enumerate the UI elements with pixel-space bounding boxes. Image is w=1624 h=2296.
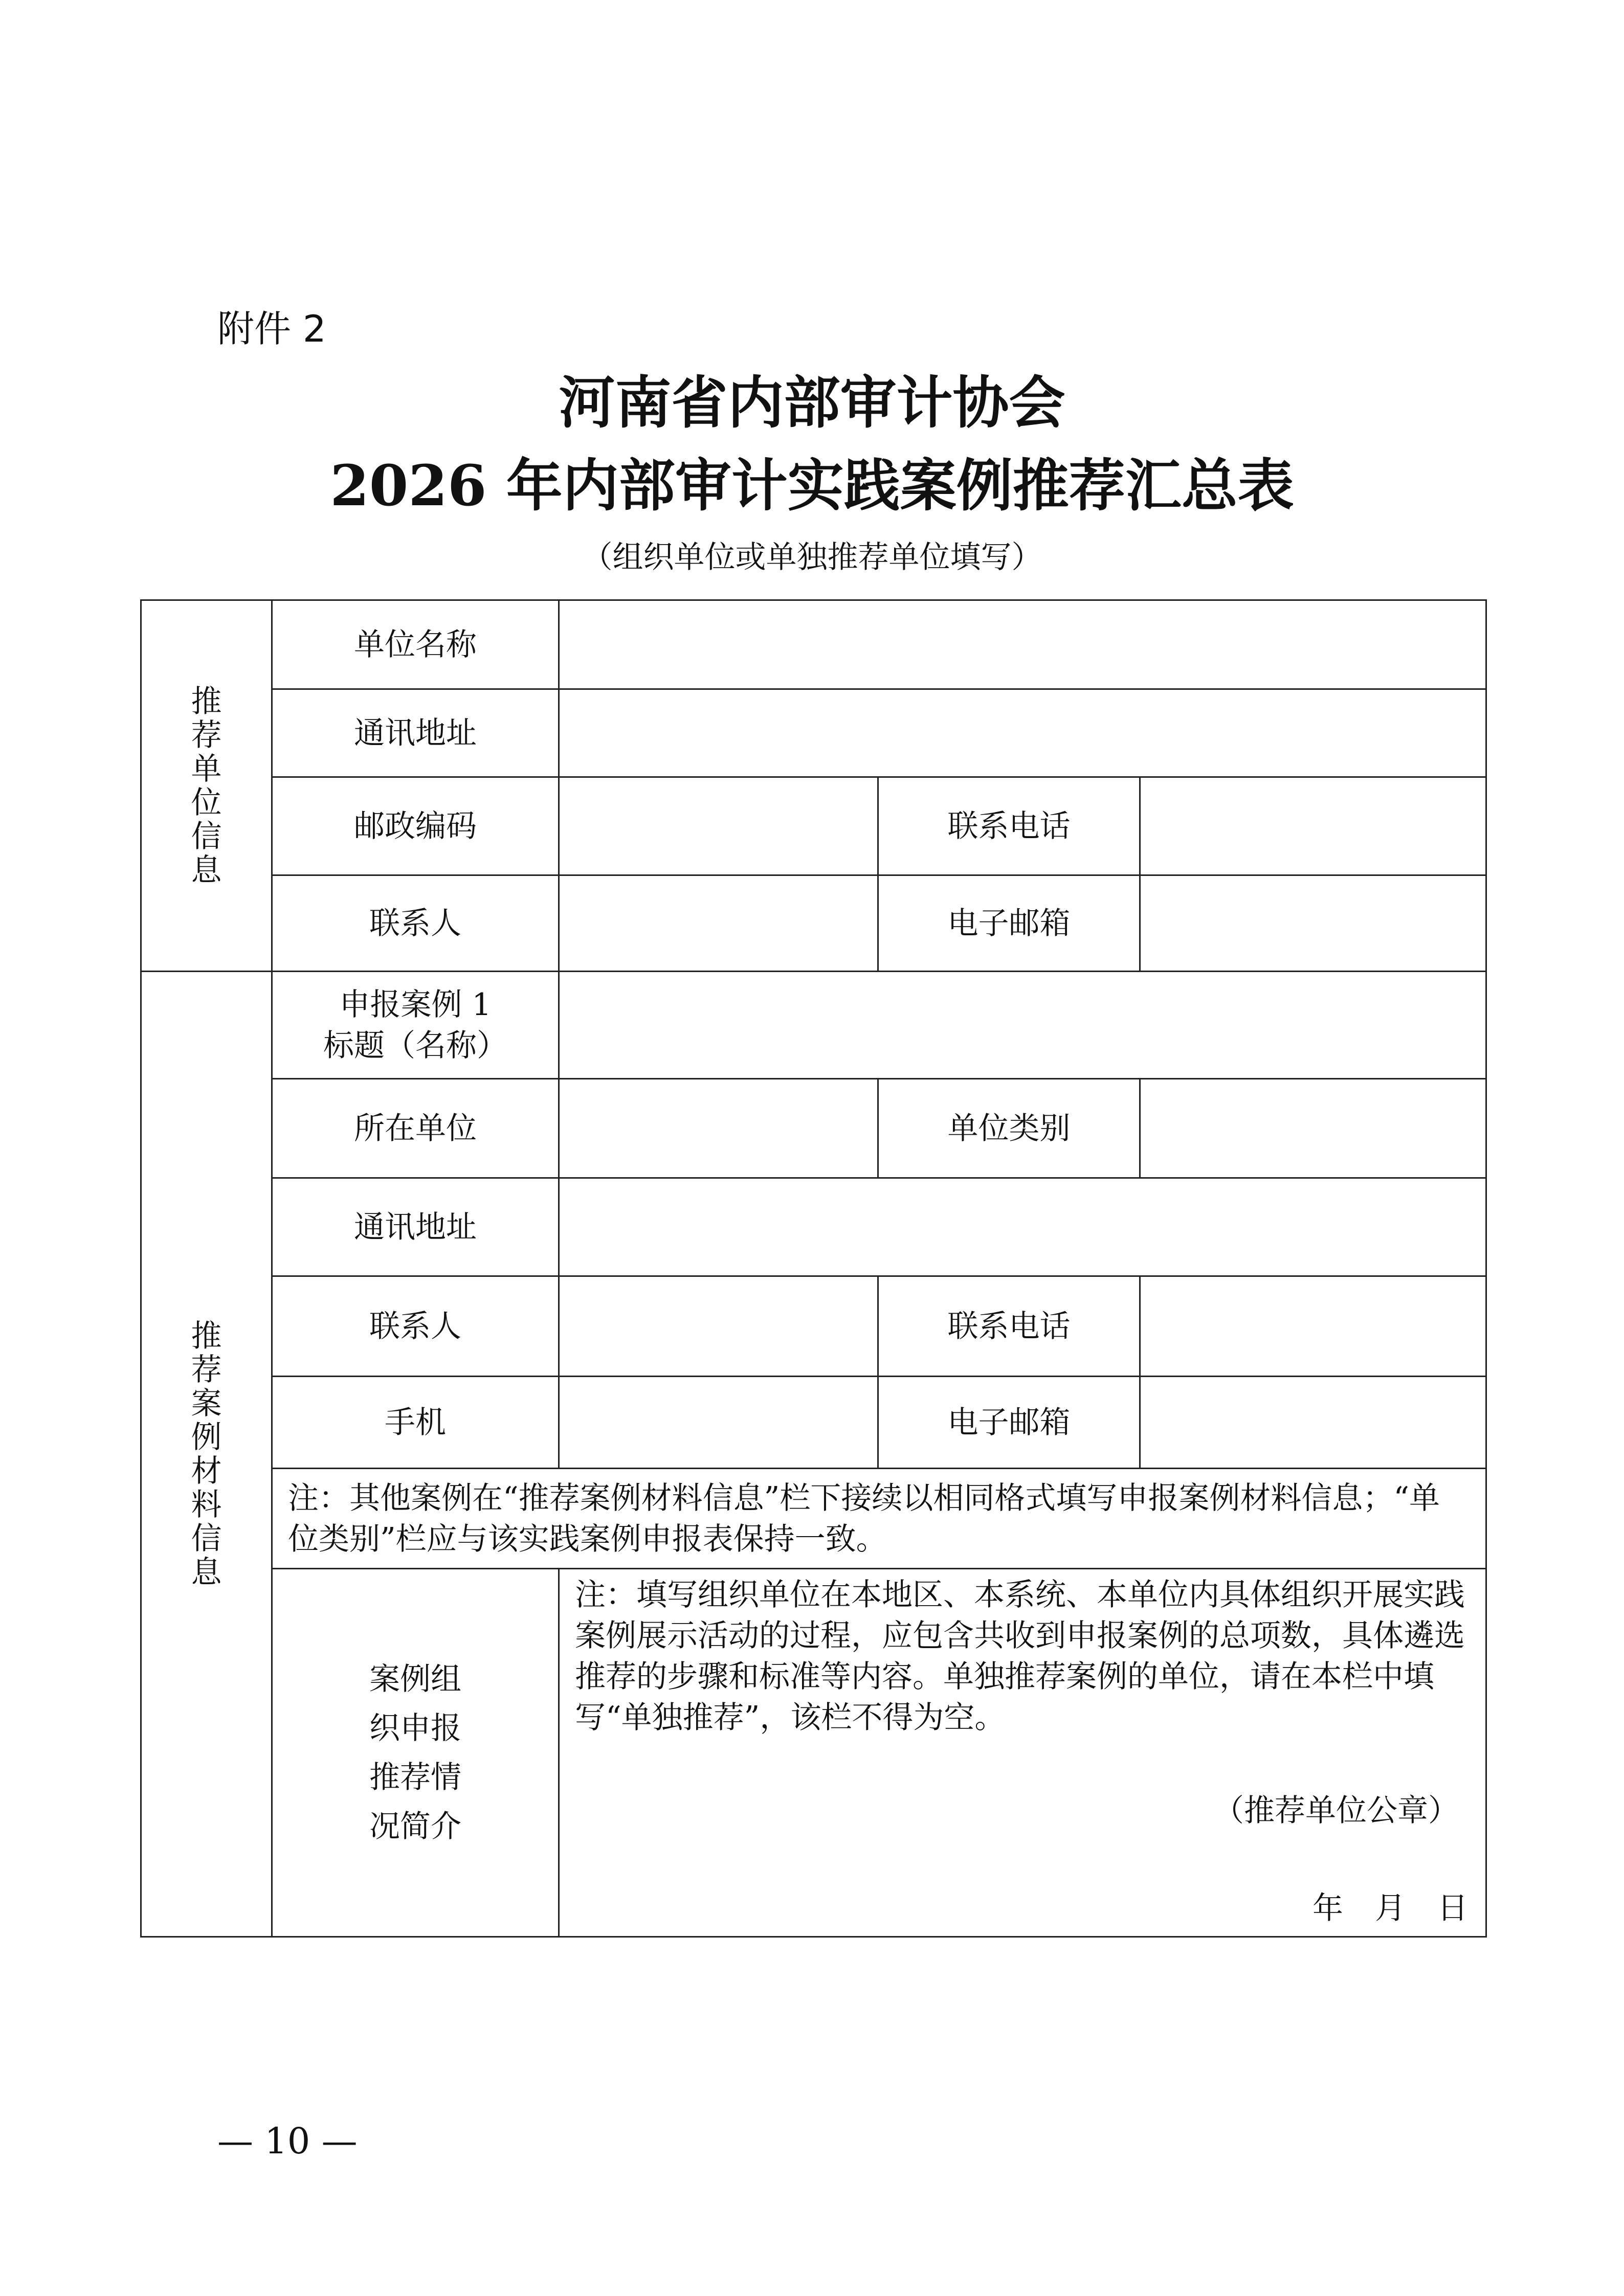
label-char: 荐 [191,1352,222,1388]
row-postal-phone [141,777,1486,875]
label-line: 推荐情 [369,1759,461,1795]
section-label-recommending-unit [141,600,272,972]
unit-seal-label: （推荐单位公章） [1213,1793,1459,1829]
label-line: 案例组 [369,1661,461,1697]
field-case-email[interactable] [1140,1377,1486,1469]
field-contact-person[interactable] [559,875,878,972]
document-title-line2: 2026 年内部审计实践案例推荐汇总表 [330,453,1294,519]
date-line [1312,1888,1468,1929]
field-located-unit[interactable] [559,1079,878,1178]
label-case-contact-person: 联系人 [272,1276,559,1377]
field-unit-category[interactable] [1140,1079,1486,1178]
field-case-contact-person[interactable] [559,1276,878,1377]
case-title-line1: 申报案例 1 [339,986,492,1023]
document-subtitle: （组织单位或单独推荐单位填写） [582,539,1042,575]
label-char: 案 [191,1385,222,1422]
page-number: — 10 — [217,2120,358,2162]
date-day: 日 [1437,1890,1468,1926]
row-unit-name [141,600,1486,689]
field-postal-code[interactable] [559,777,878,875]
row-case-note [141,1469,1486,1569]
field-organization-summary[interactable] [559,1569,1486,1937]
attachment-label: 附件 2 [217,307,326,350]
label-unit-name: 单位名称 [272,600,559,689]
label-char: 荐 [191,717,222,753]
field-case-address[interactable] [559,1178,1486,1276]
label-case-address: 通讯地址 [272,1178,559,1276]
field-case-contact-phone[interactable] [1140,1276,1486,1377]
recommendation-form-table [140,599,1487,1938]
label-char: 推 [191,683,222,719]
field-unit-name[interactable] [559,600,1486,689]
label-postal-code: 邮政编码 [272,777,559,875]
row-unit-category [141,1079,1486,1178]
field-mobile[interactable] [559,1377,878,1469]
label-char: 位 [191,784,222,821]
label-char: 推 [191,1318,222,1354]
label-char: 信 [191,1520,222,1557]
label-char: 息 [191,852,222,888]
field-address[interactable] [559,689,1486,777]
date-month: 月 [1375,1890,1406,1926]
label-contact-phone: 联系电话 [878,777,1140,875]
row-case-contact [141,1276,1486,1377]
document-title-line1: 河南省内部审计协会 [559,370,1065,436]
row-address [141,689,1486,777]
label-mobile: 手机 [272,1377,559,1469]
case-materials-note: 注：其他案例在“推荐案例材料信息”栏下接续以相同格式填写申报案例材料信息；“单位类别”栏应与该实践案例申报表保持一致。 [272,1469,1486,1569]
organization-summary-note: 注：填写组织单位在本地区、本系统、本单位内具体组织开展实践案例展示活动的过程，应包含共收到申报案例的总项数，具体遴选推荐的步骤和标准等内容。单独推荐案例的单位，请在本栏中填写“单独推荐”，该栏不得为空。 [575,1577,1465,1736]
label-line: 织申报 [369,1710,461,1746]
field-email[interactable] [1140,875,1486,972]
case-title-line2: 标题（名称） [323,1027,507,1064]
label-char: 例 [191,1419,222,1455]
label-case-title [272,972,559,1079]
row-organization-summary [141,1569,1486,1937]
row-case-title [141,972,1486,1079]
date-year: 年 [1312,1890,1343,1926]
label-contact-person: 联系人 [272,875,559,972]
label-char: 材 [191,1453,222,1489]
label-case-email: 电子邮箱 [878,1377,1140,1469]
label-address: 通讯地址 [272,689,559,777]
label-located-unit: 所在单位 [272,1079,559,1178]
row-case-address [141,1178,1486,1276]
section-label-case-materials [141,972,272,1937]
row-contact-email [141,875,1486,972]
section-label-organization-summary [272,1569,559,1937]
label-char: 单 [191,751,222,787]
label-email: 电子邮箱 [878,875,1140,972]
label-unit-category: 单位类别 [878,1079,1140,1178]
label-char: 信 [191,818,222,854]
label-char: 息 [191,1554,222,1590]
field-contact-phone[interactable] [1140,777,1486,875]
label-char: 料 [191,1487,222,1523]
label-case-contact-phone: 联系电话 [878,1276,1140,1377]
field-case-title[interactable] [559,972,1486,1079]
label-line: 况简介 [369,1808,461,1844]
row-case-mobile [141,1377,1486,1469]
